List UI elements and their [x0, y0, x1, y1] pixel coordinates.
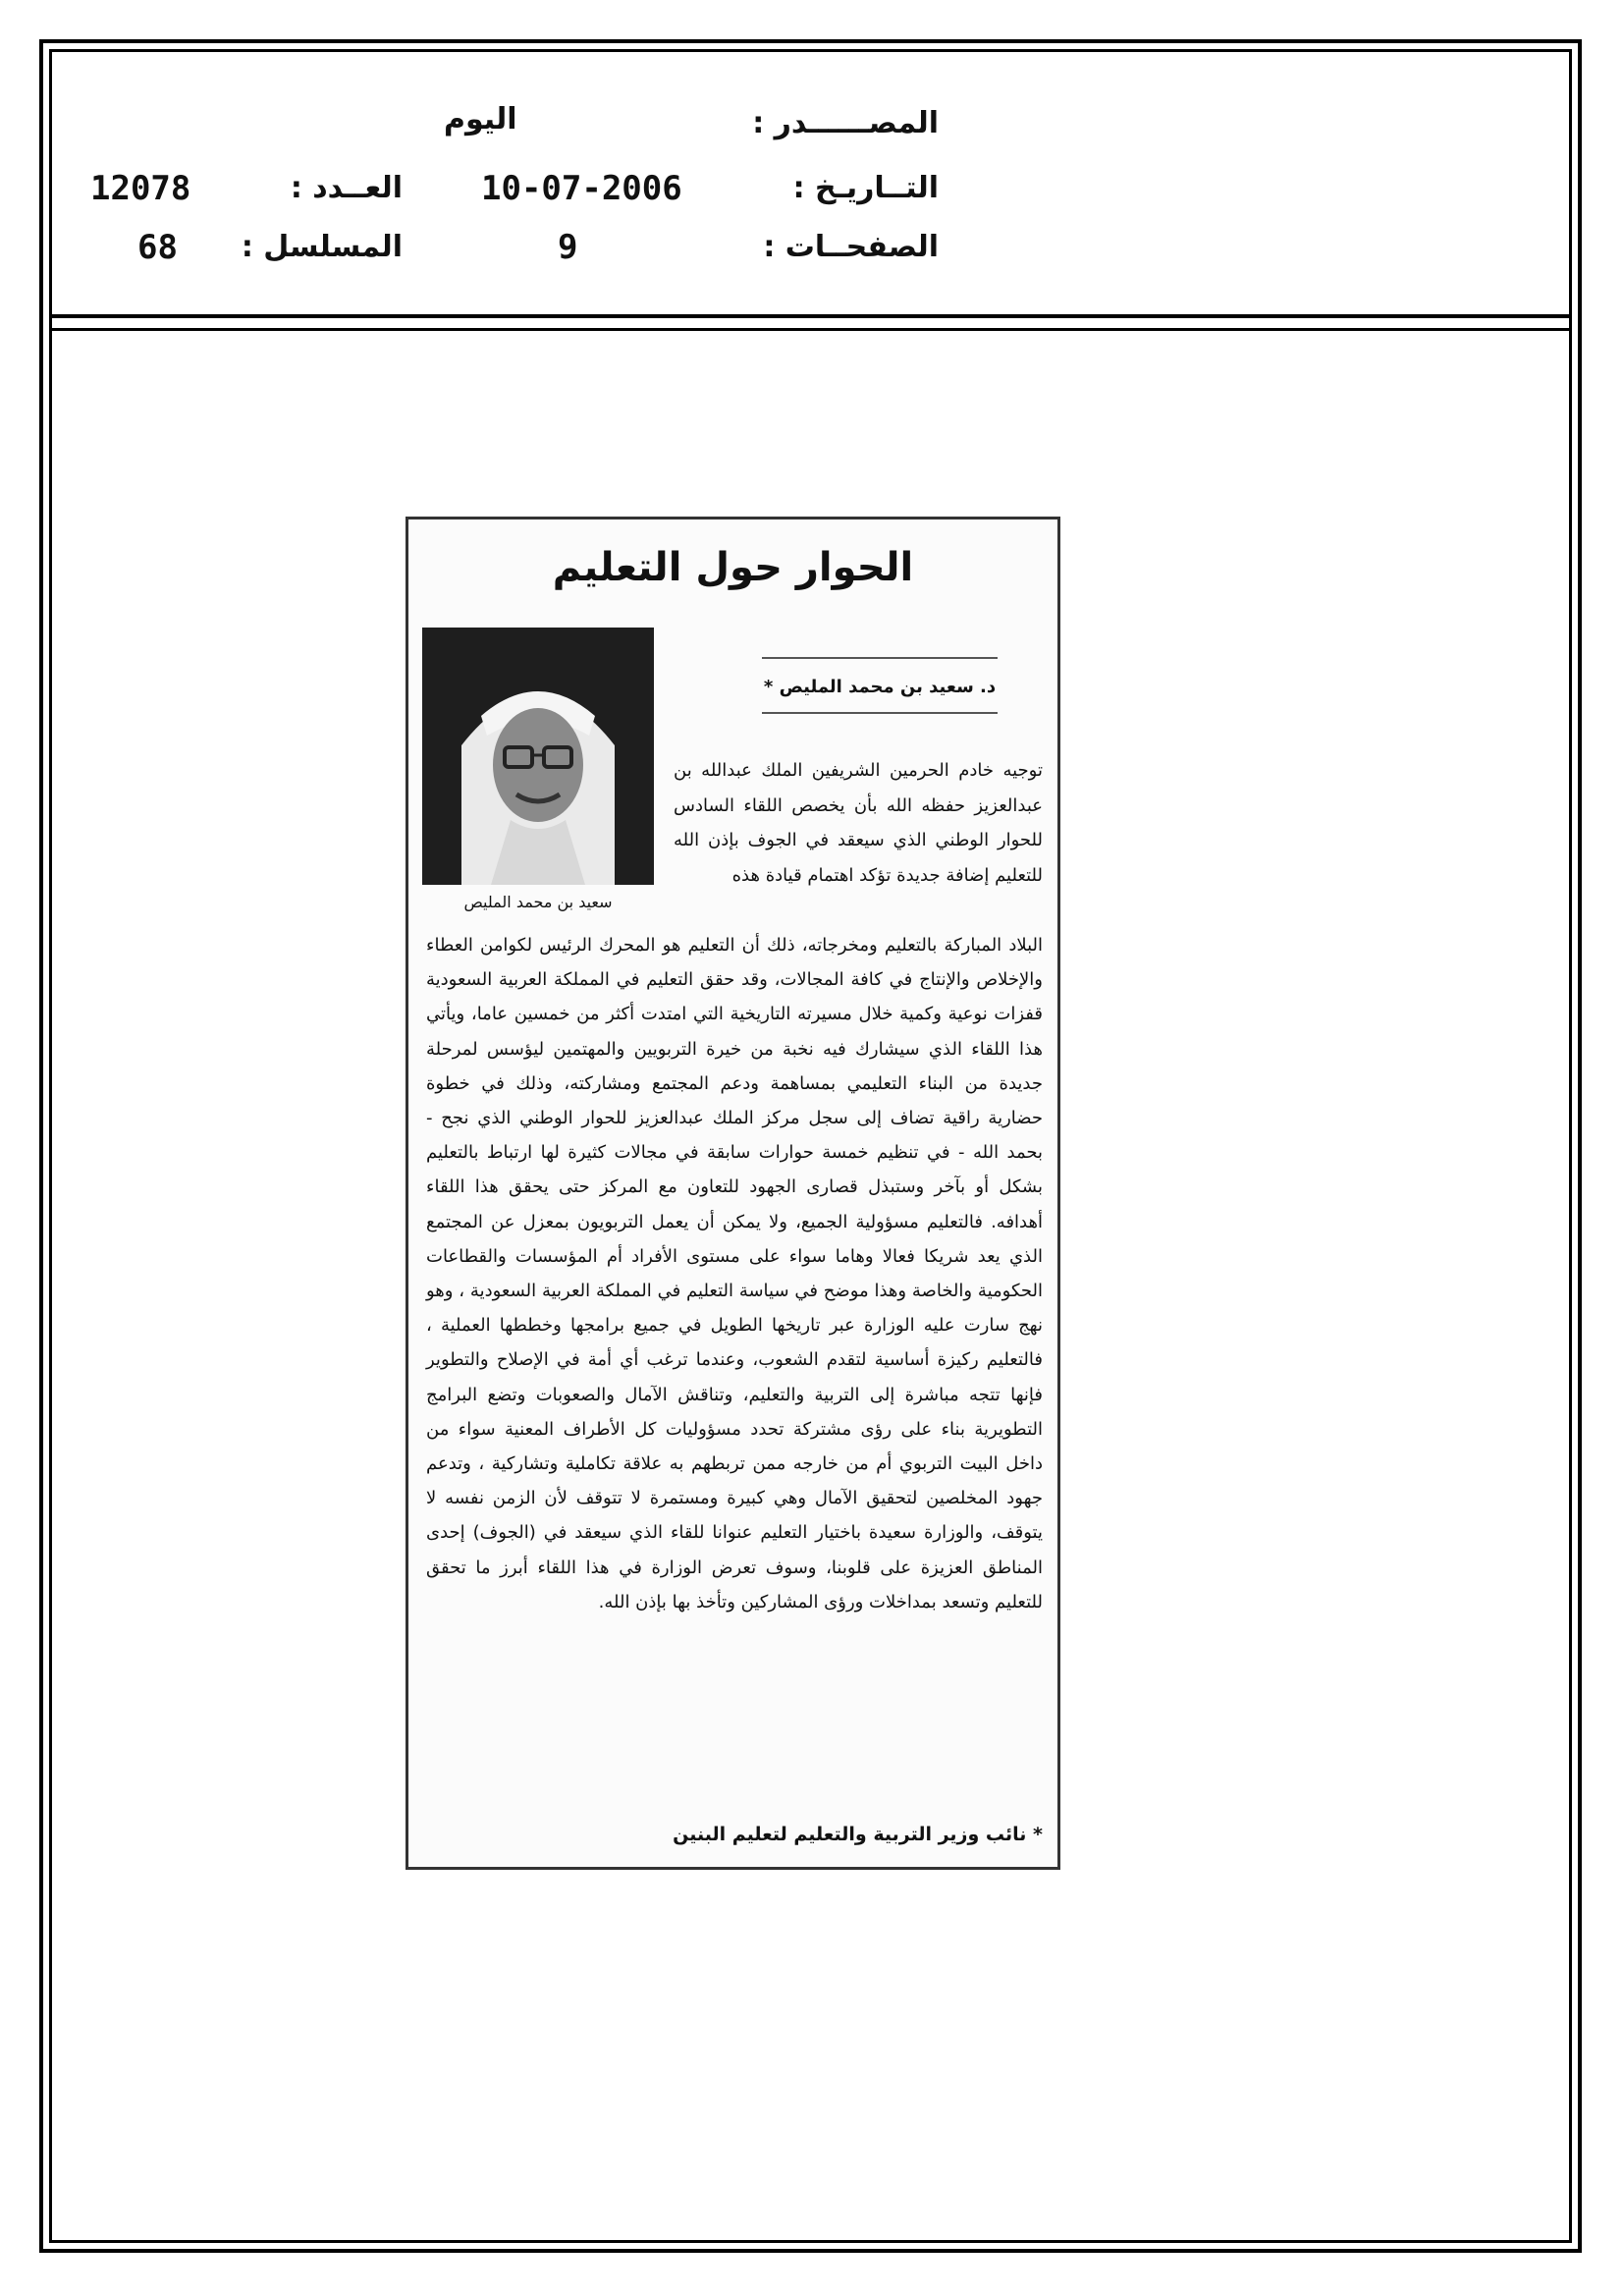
photo-caption: سعيد بن محمد المليص	[463, 893, 613, 911]
newspaper-clipping	[406, 517, 1060, 1870]
serial-label: المسلسل :	[241, 230, 403, 264]
serial-value: 68	[137, 228, 178, 267]
date-label: التــاريـخ :	[792, 171, 939, 205]
issue-value: 12078	[90, 169, 191, 208]
source-label: المصــــــدر :	[752, 106, 939, 140]
article-body: البلاد المباركة بالتعليم ومخرجاته، ذلك أن التعليم هو المحرك الرئيس لكوامن العطاء والإخلاص والإنتاج في كافة المجالات، وقد حقق التعليم في المملكة العربية السعودية قفزات نوعية وكمية خلال مسيرته التاريخية التي امتدت أكثر من خمسين عاما، ويأتي هذا اللقاء الذي سيشارك فيه نخبة من خيرة التربويين والمهتمين ليؤسس لمرحلة جديدة من البناء التعليمي بمساهمة ودعم المجتمع ومشاركته، وذلك في خطوة حضارية راقية تضاف إلى سجل مركز الملك عبدالعزيز للحوار الوطني الذي نجح - بحمد الله - في تنظيم خمسة حوارات سابقة في مجالات كثيرة لها ارتباط بالتعليم بشكل أو بآخر وستبذل قصارى الجهود للتعاون مع المركز حتى يحقق هذا اللقاء أهدافه. فالتعليم مسؤولية الجميع، ولا يمكن أن يعمل التربويون بمعزل عن المجتمع الذي يعد شريكا فعالا وهاما سواء على مستوى الأفراد أم المؤسسات والقطاعات الحكومية والخاصة وهذا موضح في سياسة التعليم في المملكة العربية السعودية ، وهو نهج سارت عليه الوزارة عبر تاريخها الطويل في جميع برامجها وخططها العملية ، فالتعليم ركيزة أساسية لتقدم الشعوب، وعندما ترغب أي أمة في الإصلاح والتطوير فإنها تتجه مباشرة إلى التربية والتعليم، وتناقش الآمال والصعوبات وتضع البرامج التطويرية بناء على رؤى مشتركة تحدد مسؤوليات كل الأطراف المعنية سواء من داخل البيت التربوي أم من خارجه ممن تربطهم به علاقة تكاملية وتشاركية ، وتدعم جهود المخلصين لتحقيق الآمال وهي كبيرة ومستمرة لا تتوقف لأن الزمن نفسه لا يتوقف، والوزارة سعيدة باختيار التعليم عنوانا للقاء الذي سيعقد في (الجوف) إحدى المناطق العزيزة على قلوبنا، وسوف تعرض الوزارة في هذا اللقاء أبرز ما تحقق للتعليم وتسعد بمداخلات ورؤى المشاركين وتأخذ بها بإذن الله.	[426, 935, 1043, 1613]
date-value: 10-07-2006	[481, 169, 682, 208]
header-divider-secondary	[49, 328, 1572, 331]
byline-rule-bottom	[762, 712, 998, 714]
byline-rule-top	[762, 657, 998, 659]
pages-value: 9	[558, 228, 578, 267]
author-photo	[422, 628, 654, 885]
author-footnote: * نائب وزير التربية والتعليم لتعليم البنين	[673, 1824, 1043, 1845]
source-value: اليوم	[444, 102, 517, 137]
article-byline: د. سعيد بن محمد المليص *	[763, 677, 997, 697]
article-body-intro: توجيه خادم الحرمين الشريفين الملك عبدالله بن عبدالعزيز حفظه الله بأن يخصص اللقاء السادس للحوار الوطني الذي سيعقد في الجوف بإذن الله للتعليم إضافة جديدة تؤكد اهتمام قيادة هذه	[674, 760, 1043, 887]
portrait-image	[422, 628, 654, 885]
header-divider	[49, 314, 1572, 318]
issue-label: العــدد :	[290, 171, 403, 205]
pages-label: الصفحــات :	[763, 230, 939, 264]
article-title: الحوار حول التعليم	[552, 545, 914, 590]
